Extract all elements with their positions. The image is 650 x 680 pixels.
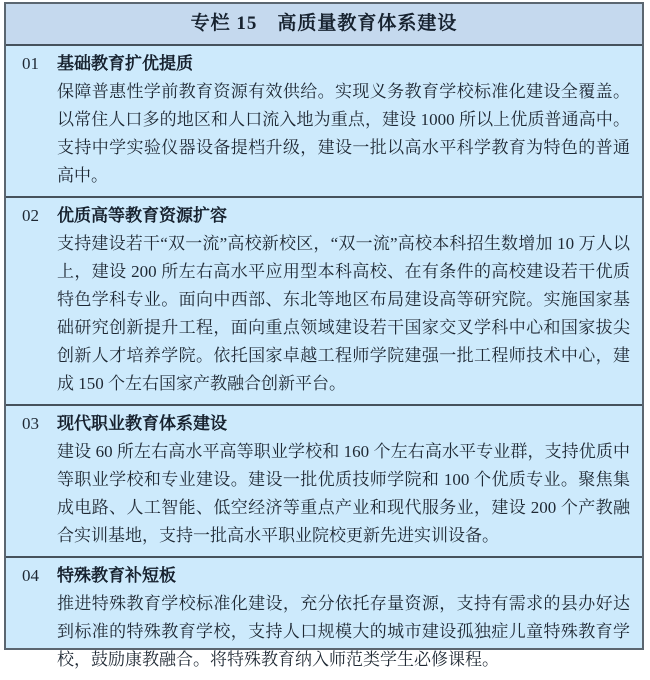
- section-basic-education: [6, 46, 642, 196]
- section-number: 04: [22, 566, 39, 585]
- section-heading-row: [22, 410, 630, 438]
- section-number: 03: [22, 414, 39, 433]
- section-higher-education: [6, 196, 642, 404]
- section-heading-row: [22, 202, 630, 230]
- section-special-education: [6, 556, 642, 680]
- section-heading: 基础教育扩优提质: [57, 54, 193, 73]
- section-heading-row: [22, 562, 630, 590]
- section-vocational-education: [6, 404, 642, 556]
- section-heading-row: [22, 50, 630, 78]
- column-15-panel: [4, 2, 644, 669]
- section-body-text: 支持建设若干“双一流”高校新校区，“双一流”高校本科招生数增加 10 万人以上，建设 200 所左右高水平应用型本科高校、在有条件的高校建设若干优质特色学科专业。面向中西部、东北等地区布局建设高等研究院。实施国家基础研究创新提升工程，面向重点领域建设若干国家交叉学科中心和国家拔尖创新人才培养学院。依托国家卓越工程师学院建强一批工程师技术中心，建成 150 个左右国家产教融合创新平台。: [57, 234, 630, 393]
- section-number: 02: [22, 206, 39, 225]
- section-number: 01: [22, 54, 39, 73]
- section-body-text: 建设 60 所左右高水平高等职业学校和 160 个左右高水平专业群，支持优质中等职业学校和专业建设。建设一批优质技师学院和 100 个优质专业。聚焦集成电路、人工智能、低空经济等重点产业和现代服务业，建设 200 个产教融合实训基地，支持一批高水平职业院校更新先进实训设备。: [57, 442, 630, 545]
- panel-title: 专栏 15 高质量教育体系建设: [6, 4, 642, 46]
- section-heading: 特殊教育补短板: [57, 566, 176, 585]
- section-heading: 现代职业教育体系建设: [57, 414, 227, 433]
- section-heading: 优质高等教育资源扩容: [57, 206, 227, 225]
- section-body-text: 推进特殊教育学校标准化建设，充分依托存量资源，支持有需求的县办好达到标准的特殊教育学校，支持人口规模大的城市建设孤独症儿童特殊教育学校，鼓励康教融合。将特殊教育纳入师范类学生必修课程。: [57, 594, 630, 669]
- section-body-text: 保障普惠性学前教育资源有效供给。实现义务教育学校标准化建设全覆盖。以常住人口多的地区和人口流入地为重点，建设 1000 所以上优质普通高中。支持中学实验仪器设备提档升级，建设一批以高水平科学教育为特色的普通高中。: [57, 82, 630, 185]
